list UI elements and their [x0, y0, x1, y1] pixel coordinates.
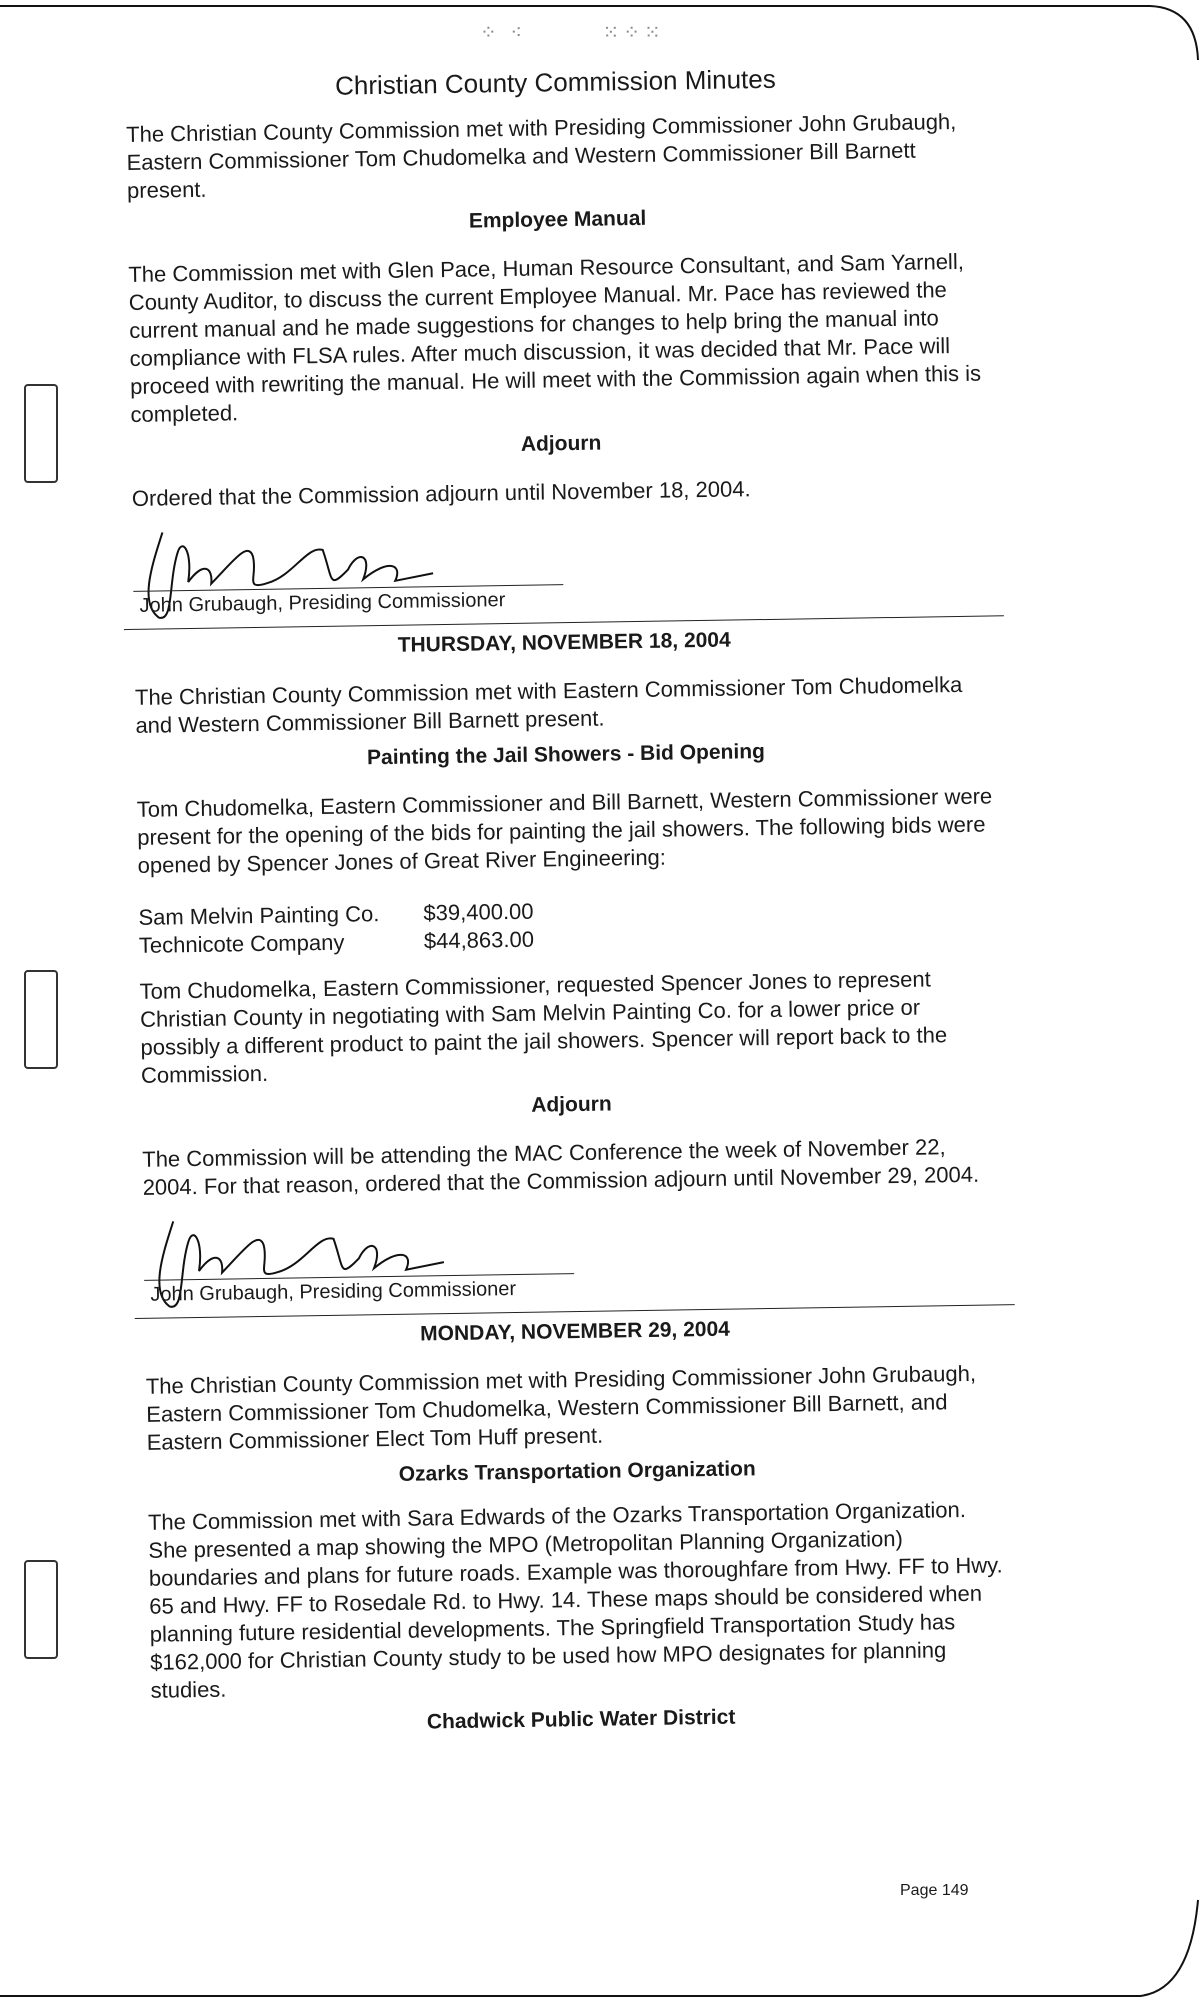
bid-list: [138, 890, 999, 960]
adjourn-paragraph: The Commission will be attending the MAC Conference the week of November 22, 2004. For that reason, ordered that the Commission adjourn until November 29, 2004.: [142, 1134, 980, 1200]
page-number: Page 149: [900, 1882, 969, 1899]
intro-paragraph: The Christian County Commission met with Eastern Commissioner Tom Chudomelka and Western Commissioner Bill Barnett present.: [134, 671, 963, 738]
intro-paragraph: The Christian County Commission met with Presiding Commissioner John Grubaugh, Eastern Commissioner Tom Chudomelka and Western Commissioner Bill Barnett present.: [125, 108, 957, 203]
binder-hole: [24, 1560, 58, 1659]
adjourn-paragraph: Ordered that the Commission adjourn until November 18, 2004.: [131, 476, 751, 511]
signature-block: [132, 509, 993, 622]
ozarks-paragraph: The Commission met with Sara Edwards of the Ozarks Transportation Organization. She presented a map showing the MPO (Metropolitan Planning Organization) boundaries and plans for future roads. Example was thoroughfare from Hwy. FF to Hwy. 65 and Hwy. FF to Rosedale Rd. to Hwy. 14. These maps should be considered when planning future residential developments. The Springfield Transportation Study has $162,000 for Christian County study to be used how MPO designates for planning studies.: [147, 1496, 1003, 1703]
section-heading-adjourn: Adjourn: [520, 431, 602, 456]
jail-showers-paragraph: Tom Chudomelka, Eastern Commissioner and Bill Barnett, Western Commissioner were present for the opening of the bids for painting the jail showers. The following bids were opened by Spencer Jones of Great River Engineering:: [136, 783, 993, 878]
meeting-date-heading: THURSDAY, NOVEMBER 18, 2004: [397, 628, 731, 657]
meeting-date-heading: MONDAY, NOVEMBER 29, 2004: [420, 1317, 731, 1346]
document-title: Christian County Commission Minutes: [334, 63, 776, 101]
section-heading-ozarks: Ozarks Transportation Organization: [398, 1457, 756, 1486]
bid-name: Technicote Company: [138, 929, 345, 958]
section-heading-chadwick: Chadwick Public Water District: [426, 1705, 736, 1734]
bid-amount: $39,400.00: [423, 898, 534, 926]
jail-showers-followup-paragraph: Tom Chudomelka, Eastern Commissioner, requested Spencer Jones to represent Christian County in negotiating with Sam Melvin Painting Co. for a lower price or possibly a different product to paint the jail showers. Spencer will report back to the Commission.: [139, 966, 948, 1088]
employee-manual-paragraph: The Commission met with Glen Pace, Human Resource Consultant, and Sam Yarnell, County Auditor, to discuss the current Employee Manual. Mr. Pace has reviewed the current manual and he made suggestions for changes to help bring the manual into compliance with FLSA rules. After much discussion, it was decided that Mr. Pace will proceed with rewriting the manual. He will meet with the Commission again when this is completed.: [128, 248, 982, 427]
minutes-content: [125, 46, 1011, 1752]
scan-noise: ⁘ ⁖ ⁙⁘⁙: [480, 22, 665, 44]
section-heading-employee-manual: Employee Manual: [468, 206, 647, 233]
binder-hole: [24, 970, 58, 1069]
binder-hole: [24, 384, 58, 483]
signature-block: [143, 1198, 1004, 1311]
signature-caption: John Grubaugh, Presiding Commissioner: [150, 1278, 517, 1306]
section-heading-jail-showers: Painting the Jail Showers - Bid Opening: [366, 740, 766, 770]
intro-paragraph: The Christian County Commission met with Presiding Commissioner John Grubaugh, Eastern Commissioner Tom Chudomelka, Western Commissioner Bill Barnett, and Eastern Commissioner Elect Tom Huff present.: [145, 1360, 977, 1455]
bid-amount: $44,863.00: [423, 926, 535, 954]
section-heading-adjourn: Adjourn: [531, 1092, 612, 1117]
signature-caption: John Grubaugh, Presiding Commissioner: [139, 589, 506, 617]
bid-name: Sam Melvin Painting Co.: [138, 901, 380, 930]
